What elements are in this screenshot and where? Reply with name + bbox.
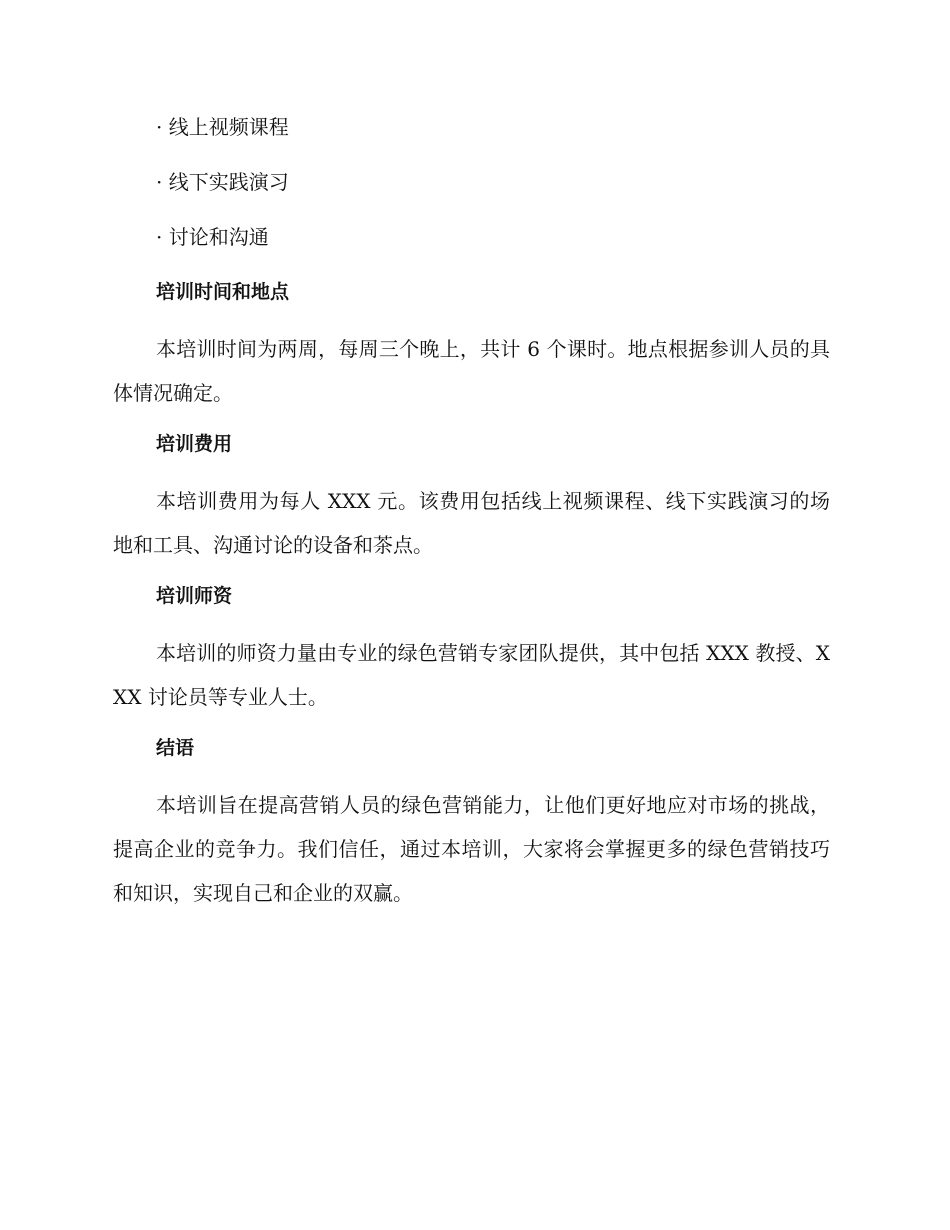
section-text-conclusion: 本培训旨在提高营销人员的绿色营销能力，让他们更好地应对市场的挑战，提高企业的竞争力。我们信任，通过本培训，大家将会掌握更多的绿色营销技巧和知识，实现自己和企业的双赢。 (113, 793, 830, 905)
bullet-item-discussion: · 讨论和沟通 (156, 225, 269, 249)
section-heading-time-place: 培训时间和地点 (156, 281, 290, 303)
bullet-item-online-video: · 线上视频课程 (156, 115, 289, 139)
section-heading-conclusion: 结语 (156, 737, 195, 759)
section-text-time-place: 本培训时间为两周，每周三个晚上，共计 6 个课时。地点根据参训人员的具体情况确定。 (113, 337, 830, 405)
bullet-item-offline-practice: · 线下实践演习 (156, 170, 289, 194)
section-heading-instructors: 培训师资 (156, 585, 233, 607)
section-text-instructors: 本培训的师资力量由专业的绿色营销专家团队提供，其中包括 XXX 教授、XXX 讨论员等专业人士。 (113, 641, 830, 709)
document-page (113, 108, 830, 925)
section-text-fee: 本培训费用为每人 XXX 元。该费用包括线上视频课程、线下实践演习的场地和工具、沟通讨论的设备和茶点。 (113, 489, 830, 557)
section-heading-fee: 培训费用 (156, 433, 233, 455)
